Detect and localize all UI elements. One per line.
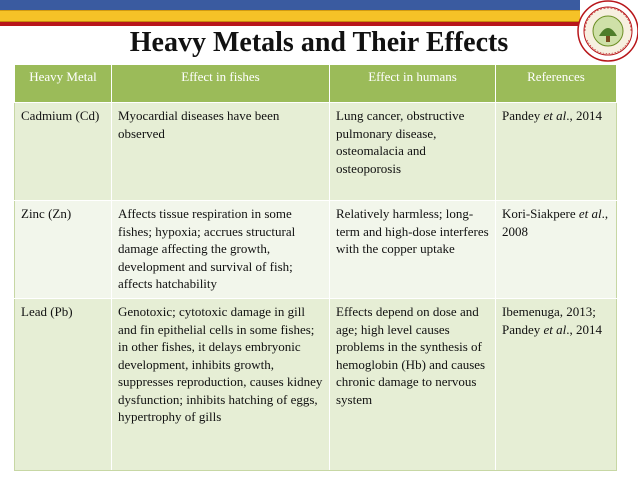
reference-year: ., 2008 bbox=[502, 206, 609, 239]
cell-metal: Zinc (Zn) bbox=[15, 201, 112, 299]
cell-effect-fishes: Affects tissue respiration in some fishes; hypoxia; accrues structural damage affecting the growth, development and survival of fish; affects hatchability bbox=[112, 201, 330, 299]
table-header-row bbox=[15, 65, 617, 103]
reference-year: ., 2014 bbox=[566, 321, 603, 337]
reference-et-al: et al bbox=[543, 108, 567, 123]
cell-effect-humans: Effects depend on dose and age; high level causes problems in the synthesis of hemoglobin (Hb) and causes chronic damage to nervous system bbox=[330, 299, 496, 471]
cell-reference bbox=[496, 299, 617, 471]
cell-effect-fishes: Genotoxic; cytotoxic damage in gill and fin epithelial cells in some fishes; in other fishes, it delays embryonic development, inhibits growth, suppresses reproduction, causes kidney dysfunction; inhibits hatching of eggs, hypertrophy of gills bbox=[112, 299, 330, 471]
header-heavy-metal: Heavy Metal bbox=[15, 65, 112, 103]
cell-effect-fishes: Myocardial diseases have been observed bbox=[112, 103, 330, 201]
table-row bbox=[15, 201, 617, 299]
header-bar-gold bbox=[0, 10, 580, 22]
table-row bbox=[15, 299, 617, 471]
cell-effect-humans: Relatively harmless; long-term and high-dose interferes with the copper uptake bbox=[330, 201, 496, 299]
cell-reference bbox=[496, 201, 617, 299]
header-effect-humans: Effect in humans bbox=[330, 65, 496, 103]
heavy-metals-table bbox=[14, 64, 617, 471]
reference-et-al: et al bbox=[578, 206, 602, 221]
header-bar-blue bbox=[0, 0, 580, 10]
header-references: References bbox=[496, 65, 617, 103]
cell-metal: Lead (Pb) bbox=[15, 299, 112, 471]
table-row bbox=[15, 103, 617, 201]
header-effect-fishes: Effect in fishes bbox=[112, 65, 330, 103]
cell-reference bbox=[496, 103, 617, 201]
cell-effect-humans: Lung cancer, obstructive pulmonary disease, osteomalacia and osteoporosis bbox=[330, 103, 496, 201]
reference-authors: Kori-Siakpere bbox=[502, 206, 579, 221]
slide-title: Heavy Metals and Their Effects bbox=[129, 27, 509, 58]
cell-metal: Cadmium (Cd) bbox=[15, 103, 112, 201]
reference-et-al: et al bbox=[543, 321, 567, 337]
reference-year: ., 2014 bbox=[566, 108, 603, 123]
reference-authors: Pandey bbox=[502, 108, 544, 123]
reference-authors: Ibemenuga, 2013; Pandey bbox=[502, 304, 596, 337]
